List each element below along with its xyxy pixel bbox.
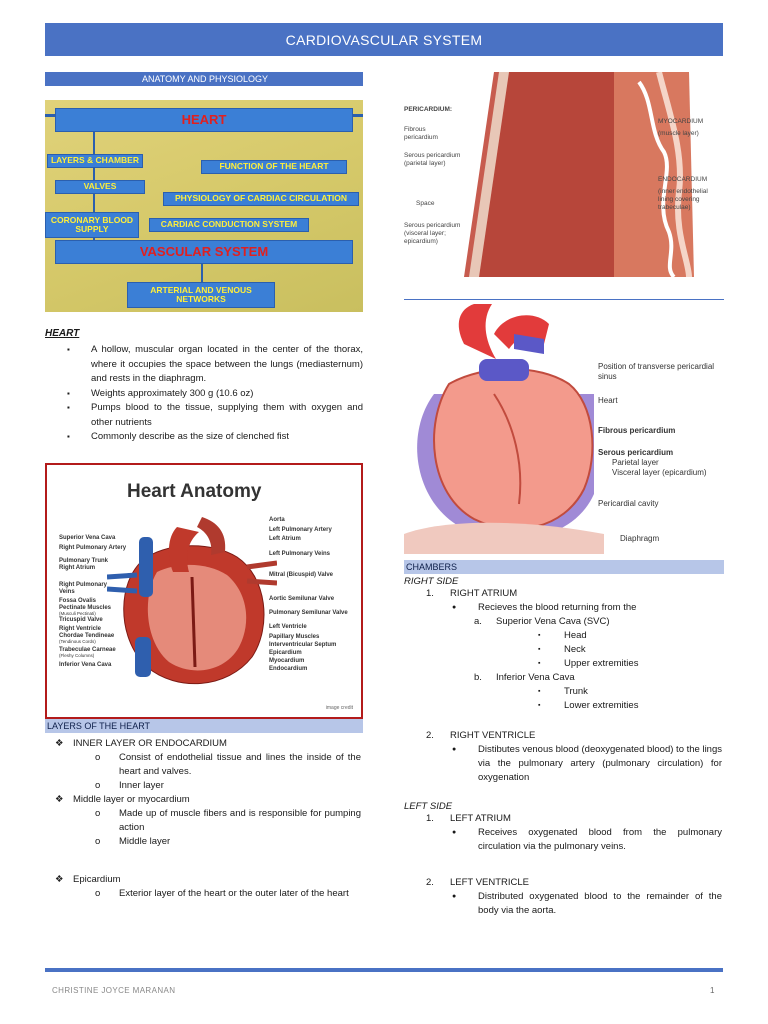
list-item: 1. LEFT ATRIUM	[426, 813, 511, 824]
left-column	[45, 72, 363, 901]
concept-conduction: CARDIAC CONDUCTION SYSTEM	[149, 218, 309, 232]
label-serous-visceral: Serous pericardium (visceral layer; epicardium)	[404, 222, 461, 245]
label-visceral: Visceral layer (epicardium)	[612, 468, 707, 477]
list-item: ▪ Head	[538, 630, 587, 641]
list-item: o Middle layer	[95, 835, 171, 847]
label-pulmonary-semilunar: Pulmonary Semilunar Valve	[269, 609, 348, 616]
label-fibrous: Fibrous pericardium	[598, 426, 676, 435]
label-pericardium: PERICARDIUM:	[404, 106, 453, 113]
concept-arterial: ARTERIAL AND VENOUS NETWORKS	[127, 282, 275, 308]
list-item: 2. LEFT VENTRICLE	[426, 877, 530, 888]
layers-list	[45, 737, 363, 901]
heart-heading: HEART	[45, 328, 80, 339]
footer-author: CHRISTINE JOYCE MARANAN	[52, 986, 176, 995]
list-item: ❖ Middle layer or myocardium	[55, 793, 190, 805]
label-inferior-vena-cava: Inferior Vena Cava	[59, 661, 112, 668]
list-item: a. Superior Vena Cava (SVC)	[474, 616, 610, 627]
pericardium-heart-illustration	[404, 304, 604, 554]
label-right-pulmonary: Right Pulmonary	[59, 581, 108, 588]
right-column	[404, 72, 724, 918]
label-endo-lining: (inner endothelial lining covering trabeculae)	[658, 188, 708, 211]
list-item: 2. RIGHT VENTRICLE	[426, 730, 536, 741]
label-right-ventricle: Right Ventricle	[59, 625, 102, 632]
label-fossa-ovalis: Fossa Ovalis	[59, 597, 97, 604]
label-trabeculae: Trabeculae Carneae	[59, 646, 116, 653]
diamond-bullet-icon: ❖	[55, 737, 64, 749]
label-papillary: Papillary Muscles	[269, 633, 320, 640]
list-item: ▪ Commonly describe as the size of clenched fist	[45, 430, 363, 445]
label-serous: Serous pericardium	[598, 448, 674, 457]
image-credit: image credit	[325, 704, 353, 711]
list-item: ❖ INNER LAYER OR ENDOCARDIUM	[55, 737, 227, 749]
list-item: ● Receives oxygenated blood from the pulmonary circulation via the pulmonary veins.	[452, 827, 722, 852]
label-aorta: Aorta	[269, 516, 285, 523]
label-heart: Heart	[598, 396, 618, 405]
concept-function: FUNCTION OF THE HEART	[201, 160, 347, 174]
pericardium-heart-figure	[404, 304, 724, 554]
list-item: ● Recieves the blood returning from the	[452, 602, 637, 613]
list-item: o Made up of muscle fibers and is responsible for pumping action	[95, 807, 361, 833]
concept-physiology: PHYSIOLOGY OF CARDIAC CIRCULATION	[163, 192, 359, 206]
label-musculi: (Musculi Pectinati)	[59, 610, 96, 616]
diamond-bullet-icon: ❖	[55, 793, 64, 805]
list-item: ❖ Epicardium	[55, 873, 121, 885]
list-item: o Inner layer	[95, 779, 164, 791]
label-left-pulmonary-veins: Left Pulmonary Veins	[269, 550, 331, 557]
label-mitral: Mitral (Bicuspid) Valve	[269, 571, 334, 578]
heart-anatomy-title: Heart Anatomy	[127, 480, 262, 502]
list-item: ▪ Neck	[538, 644, 586, 655]
concept-heart: HEART	[55, 108, 353, 132]
concept-layers: LAYERS & CHAMBER	[47, 154, 143, 168]
label-septum: Interventricular Septum	[269, 641, 337, 648]
list-item: ● Distributed oxygenated blood to the remainder of the body via the aorta.	[452, 891, 722, 916]
list-item: 1. RIGHT ATRIUM	[426, 588, 518, 599]
list-item: o Exterior layer of the heart or the outer later of the heart	[95, 887, 349, 899]
label-epicardium: Epicardium	[269, 649, 302, 656]
label-pulmonary-trunk: Pulmonary Trunk	[59, 557, 109, 564]
label-right-pulmonary-artery: Right Pulmonary Artery	[59, 544, 127, 551]
layers-header: LAYERS OF THE HEART	[45, 719, 363, 733]
page-title: CARDIOVASCULAR SYSTEM	[45, 23, 723, 56]
list-item: b. Inferior Vena Cava	[474, 672, 575, 683]
footer-divider	[45, 968, 723, 972]
heart-bullets	[45, 343, 363, 445]
label-pericardial-cavity: Pericardial cavity	[598, 499, 659, 508]
label-fleshy: (Fleshy Columns)	[59, 652, 95, 658]
concept-valves: VALVES	[55, 180, 145, 194]
list-item: ● Distibutes venous blood (deoxygenated blood) to the lings via the pulmonary artery (pulmonary circulation) for oxygenation	[452, 744, 722, 783]
label-left-pulmonary-artery: Left Pulmonary Artery	[269, 526, 332, 533]
concept-coronary: CORONARY BLOOD SUPPLY	[45, 212, 139, 238]
diamond-bullet-icon: ❖	[55, 873, 64, 885]
anatomy-header: ANATOMY AND PHYSIOLOGY	[45, 72, 363, 86]
label-tricuspid: Tricuspid Valve	[59, 616, 103, 623]
heart-wall-illustration	[464, 72, 724, 277]
label-serous-parietal: Serous pericardium (parietal layer)	[404, 152, 461, 167]
label-tendinous: (Tendinous Cords)	[59, 638, 96, 644]
pericardium-figure	[404, 72, 724, 277]
right-side-heading: RIGHT SIDE	[404, 576, 459, 587]
label-left-atrium: Left Atrium	[269, 535, 301, 542]
label-left-ventricle: Left Ventricle	[269, 623, 307, 630]
label-right-atrium: Right Atrium	[59, 564, 96, 571]
heart-anatomy-illustration	[107, 517, 277, 697]
label-fibrous-pericardium: Fibrous pericardium	[404, 126, 438, 141]
list-item: o Consist of endothelial tissue and lines the inside of the heart and valves.	[95, 751, 361, 777]
list-item: ▪ Upper extremities	[538, 658, 639, 669]
label-chordae: Chordae Tendineae	[59, 632, 115, 639]
label-pectinate-muscles: Pectinate Muscles	[59, 604, 112, 611]
label-transverse-sinus: Position of transverse pericardial sinus	[598, 362, 715, 381]
label-superior-vena-cava: Superior Vena Cava	[59, 534, 116, 541]
label-diaphragm: Diaphragm	[620, 534, 660, 543]
label-aortic-semilunar: Aortic Semilunar Valve	[269, 595, 335, 602]
list-item: ▪ Pumps blood to the tissue, supplying them with oxygen and other nutrients	[45, 401, 363, 430]
list-item: ▪ A hollow, muscular organ located in the center of the thorax, where it occupies the space between the lungs (mediasternum) and rests in the diaphragm.	[45, 343, 363, 387]
page-number: 1	[710, 986, 715, 995]
heart-anatomy-figure	[45, 463, 363, 719]
chambers-header: CHAMBERS	[404, 560, 724, 574]
list-item: ▪ Lower extremities	[538, 700, 639, 711]
left-side-heading: LEFT SIDE	[404, 801, 453, 812]
list-item: ▪ Weights approximately 300 g (10.6 oz)	[45, 387, 363, 402]
label-myocardium: MYOCARDIUM	[658, 118, 704, 125]
label-space: Space	[416, 200, 435, 207]
concept-vascular: VASCULAR SYSTEM	[55, 240, 353, 264]
label-muscle-layer: (muscle layer)	[658, 130, 699, 137]
label-endocardium: ENDOCARDIUM	[658, 176, 708, 183]
chambers-section	[404, 560, 724, 918]
label-veins: Veins	[59, 588, 75, 595]
label-myocardium: Myocardium	[269, 657, 305, 664]
list-item: ▪ Trunk	[538, 686, 588, 697]
concept-map-photo	[45, 100, 363, 312]
label-parietal: Parietal layer	[612, 458, 659, 467]
label-endocardium: Endocardium	[269, 665, 308, 672]
divider	[404, 299, 724, 300]
